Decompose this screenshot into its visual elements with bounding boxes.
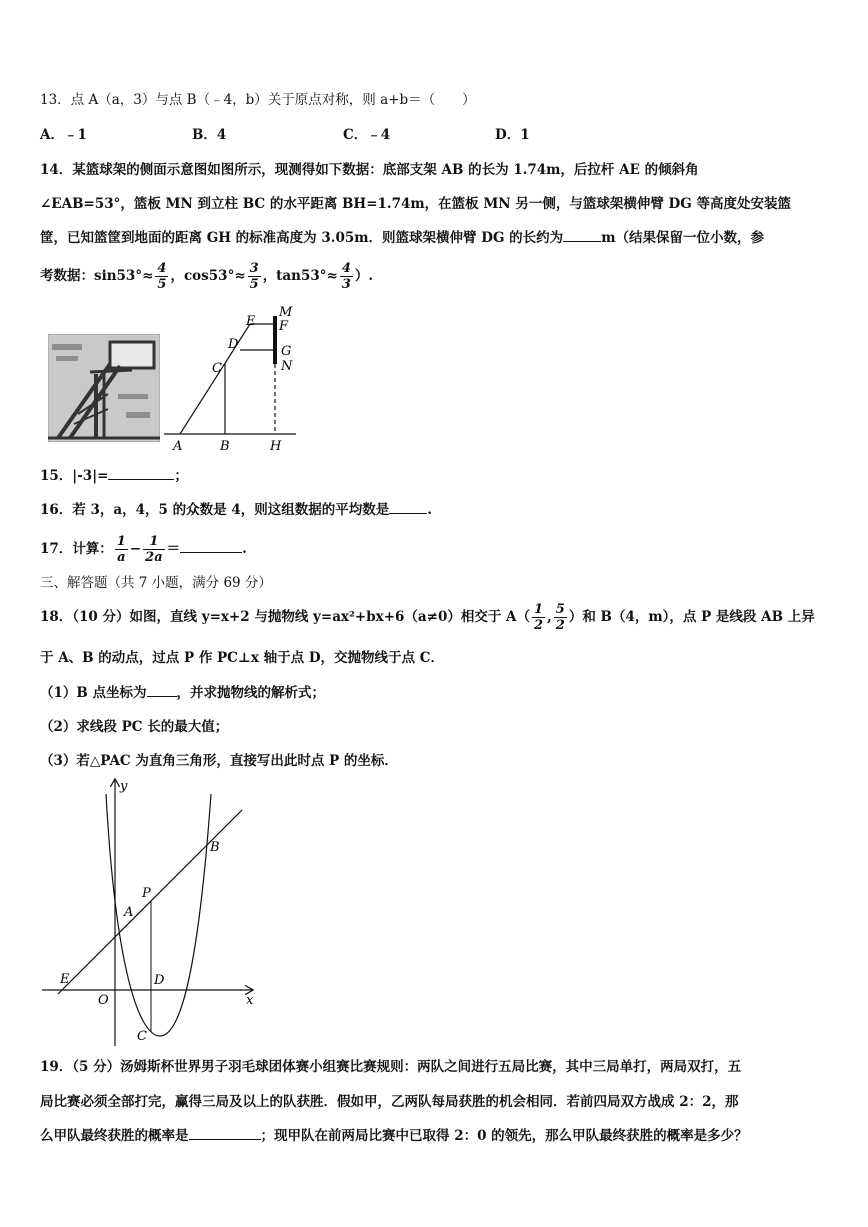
q15-answer-blank[interactable] xyxy=(108,467,174,480)
q14-line3-text: 筐，已知篮筐到地面的距离 GH 的标准高度为 3.05m．则篮球架横伸臂 DG 的长约为 xyxy=(40,230,564,246)
q14-diagram xyxy=(160,302,310,454)
q17-f2-num: 1 xyxy=(143,534,164,550)
label-x: x xyxy=(246,993,254,1008)
q17-fraction-1 xyxy=(115,534,128,565)
q14-answer-blank[interactable] xyxy=(563,229,601,242)
q14-tan-label: ，tan53°≈ xyxy=(262,268,338,284)
label-d: D xyxy=(228,337,239,352)
q16-suffix: . xyxy=(427,502,432,518)
label-o: O xyxy=(98,993,109,1008)
label-a: A xyxy=(124,905,134,920)
q19-line3-tail: ；现甲队在前两局比赛中已取得 2：0 的领先，那么甲队最终获胜的概率是多少？ xyxy=(260,1128,748,1144)
label-g: G xyxy=(281,344,292,359)
q14-line1: 14．某篮球架的侧面示意图如图所示，现测得如下数据：底部支架 AB 的长为 1.74m，后拉杆 AE 的倾斜角 xyxy=(40,162,699,178)
q18-ax-num: 1 xyxy=(534,602,544,617)
q15-line xyxy=(40,467,188,485)
q18-line1-tail: ）和 B（4，m），点 P 是线段 AB 上异 xyxy=(568,609,815,625)
sin-den: 5 xyxy=(157,277,167,292)
q18-answer-blank[interactable] xyxy=(147,684,177,697)
q13-option-b: B．4 xyxy=(192,127,227,143)
q14-ref-suffix: ）. xyxy=(354,268,374,284)
q16-line xyxy=(40,501,432,519)
label-c: C xyxy=(212,361,222,376)
rod-ae xyxy=(180,324,250,434)
q18-sub1-text: （1）B 点坐标为 xyxy=(40,685,147,701)
q15-suffix: ； xyxy=(174,468,188,484)
q14-cos-fraction xyxy=(248,261,261,292)
q17-fraction-2 xyxy=(143,534,164,565)
q18-sub2: （2）求线段 PC 长的最大值； xyxy=(40,719,229,735)
label-b: B xyxy=(220,439,230,454)
q19-line3-text: 么甲队最终获胜的概率是 xyxy=(40,1128,189,1144)
q18-ax-fraction xyxy=(532,602,545,633)
q14-cos-label: ，cos53°≈ xyxy=(170,268,246,284)
q18-ay-den: 2 xyxy=(555,618,565,633)
parabola xyxy=(106,794,211,1036)
q19-line1: 19．（5 分）汤姆斯杯世界男子羽毛球团体赛小组赛比赛规则：两队之间进行五局比赛，其中三局单打，两局双打，五 xyxy=(40,1059,742,1075)
q17-equals: ＝ xyxy=(166,541,181,557)
label-b: B xyxy=(210,840,220,855)
label-c: C xyxy=(137,1029,147,1044)
basketball-stand-photo xyxy=(48,334,160,442)
q18-sub3: （3）若△PAC 为直角三角形，直接写出此时点 P 的坐标． xyxy=(40,753,398,769)
line-y-x-plus-2 xyxy=(58,810,242,994)
q14-tan-fraction xyxy=(340,261,353,292)
q13-option-a: A．﹣1 xyxy=(40,127,87,143)
q13-option-d: D．1 xyxy=(495,127,530,143)
q18-line2: 于 A、B 的动点，过点 P 作 PC⊥x 轴于点 D，交抛物线于点 C． xyxy=(40,650,444,666)
q17-prefix: 17．计算： xyxy=(40,541,113,557)
q19-line2: 局比赛必须全部打完，赢得三局及以上的队获胜．假如甲，乙两队每局获胜的机会相同．若前四局双方战成 2：2，那 xyxy=(40,1094,739,1110)
q16-prefix: 16．若 3，a，4，5 的众数是 4，则这组数据的平均数是 xyxy=(40,502,390,518)
q18-ay-num: 5 xyxy=(555,602,565,617)
q14-line2: ∠EAB=53°，篮板 MN 到立柱 BC 的水平距离 BH=1.74m，在篮板 MN 另一侧，与篮球架横伸臂 DG 等高度处安装篮 xyxy=(40,196,791,212)
q17-answer-blank[interactable] xyxy=(180,540,242,553)
q18-line1-text: 18．（10 分）如图，直线 y=x+2 与抛物线 y=ax²+bx+6（a≠0）相交于 A（ xyxy=(40,609,531,625)
label-e: E xyxy=(246,314,256,329)
q17-line xyxy=(40,530,247,568)
q13-option-c: C．﹣4 xyxy=(343,127,391,143)
q18-line1: 18．（10 分）如图，直线 y=x+2 与抛物线 y=ax²+bx+6（a≠0）相交于 A（ $\frac{1}{2}$ , $\frac{5}{2}$ ）和 B（4，m），点 P 是线段 AB 上异 xyxy=(40,602,815,633)
cos-num: 3 xyxy=(249,261,259,276)
q17-minus: − xyxy=(129,541,142,557)
cos-den: 5 xyxy=(249,277,259,292)
sin-num: 4 xyxy=(157,261,167,276)
q14-line4 xyxy=(40,257,373,295)
label-y: y xyxy=(120,779,128,794)
q19-line3 xyxy=(40,1127,748,1145)
q18-ay-fraction xyxy=(554,602,567,633)
q19-answer-blank[interactable] xyxy=(189,1127,261,1140)
q14-ref-prefix: 考数据：sin53°≈ xyxy=(40,268,154,284)
label-f: F xyxy=(279,319,289,334)
q14-line3-tail: m（结果保留一位小数，参 xyxy=(601,230,764,246)
q18-sub1-tail: ，并求抛物线的解析式； xyxy=(176,685,326,701)
label-m: M xyxy=(279,305,293,320)
label-a: A xyxy=(173,439,183,454)
q17-f2-den: 2a xyxy=(145,550,163,565)
q17-f1-num: 1 xyxy=(116,534,126,549)
section-3-heading: 三、解答题（共 7 小题，满分 69 分） xyxy=(40,575,272,591)
q17-suffix: . xyxy=(242,541,247,557)
tan-num: 4 xyxy=(341,261,351,276)
q18-graph xyxy=(38,774,263,1049)
label-h: H xyxy=(270,439,282,454)
q14-line3 xyxy=(40,229,764,247)
q17-f1-den: a xyxy=(117,550,126,565)
label-p: P xyxy=(142,886,151,901)
q14-sin-fraction xyxy=(155,261,168,292)
q15-prefix: 15．|-3|= xyxy=(40,468,109,484)
label-d: D xyxy=(154,973,165,988)
label-n: N xyxy=(281,359,293,374)
q16-answer-blank[interactable] xyxy=(389,501,427,514)
q13-stem: 13．点 A（a，3）与点 B（﹣4，b）关于原点对称，则 a+b＝（ ） xyxy=(40,92,476,108)
label-e: E xyxy=(60,972,70,987)
tan-den: 3 xyxy=(341,277,351,292)
q18-sub1 xyxy=(40,684,325,702)
q18-ax-den: 2 xyxy=(534,618,544,633)
